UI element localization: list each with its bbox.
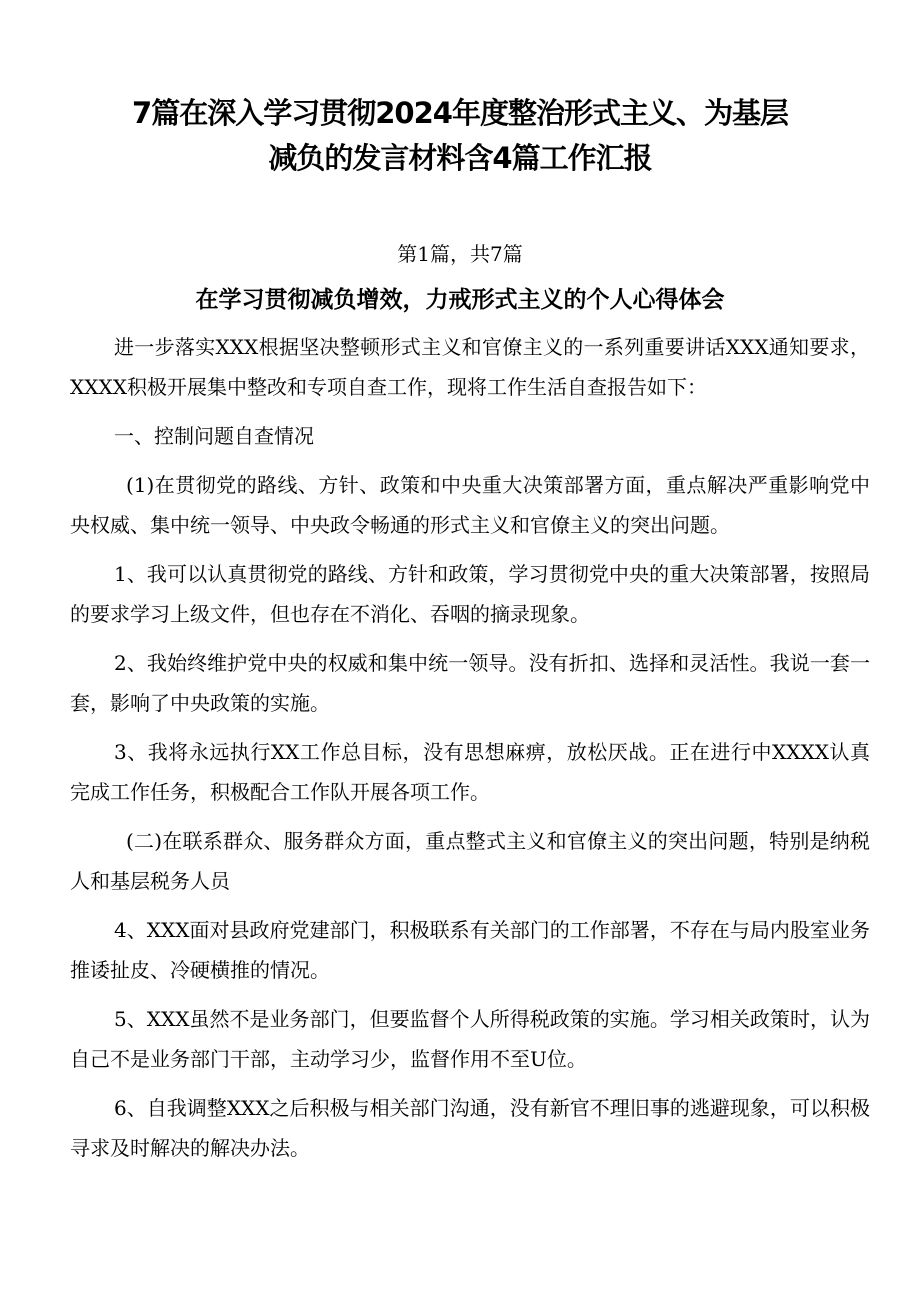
paragraph-item-2: 2、我始终维护党中央的权威和集中统一领导。没有折扣、选择和灵活性。我说一套一套，影响了中央政策的实施。 (70, 651, 870, 715)
paragraph-item-3: 3、我将永远执行XX工作总目标，没有思想麻痹，放松厌战。正在进行中XXXX认真完成工作任务，积极配合工作队开展各项工作。 (70, 740, 870, 804)
section-heading-1: 一、控制问题自查情况 (114, 424, 314, 448)
document-title-line-2: 减负的发言材料含4篇工作汇报 (268, 141, 652, 175)
document-body (70, 327, 870, 1168)
paragraph-item-6: 6、自我调整XXX之后积极与相关部门沟通，没有新官不理旧事的逃避现象，可以积极寻求及时解决的解决办法。 (70, 1096, 870, 1160)
paragraph-subsection-2: (二)在联系群众、服务群众方面，重点整式主义和官僚主义的突出问题，特别是纳税人和基层税务人员 (70, 829, 870, 893)
part-label: 第1篇，共7篇 (397, 242, 523, 266)
paragraph-subsection-1: (1)在贯彻党的路线、方针、政策和中央重大决策部署方面，重点解决严重影响党中央权威、集中统一领导、中央政令畅通的形式主义和官僚主义的突出问题。 (70, 473, 870, 537)
paragraph-item-1: 1、我可以认真贯彻党的路线、方针和政策，学习贯彻党中央的重大决策部署，按照局的要求学习上级文件，但也存在不消化、吞咽的摘录现象。 (70, 562, 870, 626)
document-title-line-1: 7篇在深入学习贯彻2024年度整治形式主义、为基层 (132, 96, 788, 130)
paragraph-item-4: 4、XXX面对县政府党建部门，积极联系有关部门的工作部署，不存在与局内股室业务推诿扯皮、冷硬横推的情况。 (70, 918, 870, 982)
paragraph-item-5: 5、XXX虽然不是业务部门，但要监督个人所得税政策的实施。学习相关政策时，认为自己不是业务部门干部，主动学习少，监督作用不至U位。 (70, 1007, 870, 1071)
article-title: 在学习贯彻减负增效，力戒形式主义的个人心得体会 (195, 287, 725, 313)
paragraph-intro: 进一步落实XXX根据坚决整顿形式主义和官僚主义的一系列重要讲话XXX通知要求，XXXX积极开展集中整改和专项自查工作，现将工作生活自查报告如下： (70, 335, 870, 399)
